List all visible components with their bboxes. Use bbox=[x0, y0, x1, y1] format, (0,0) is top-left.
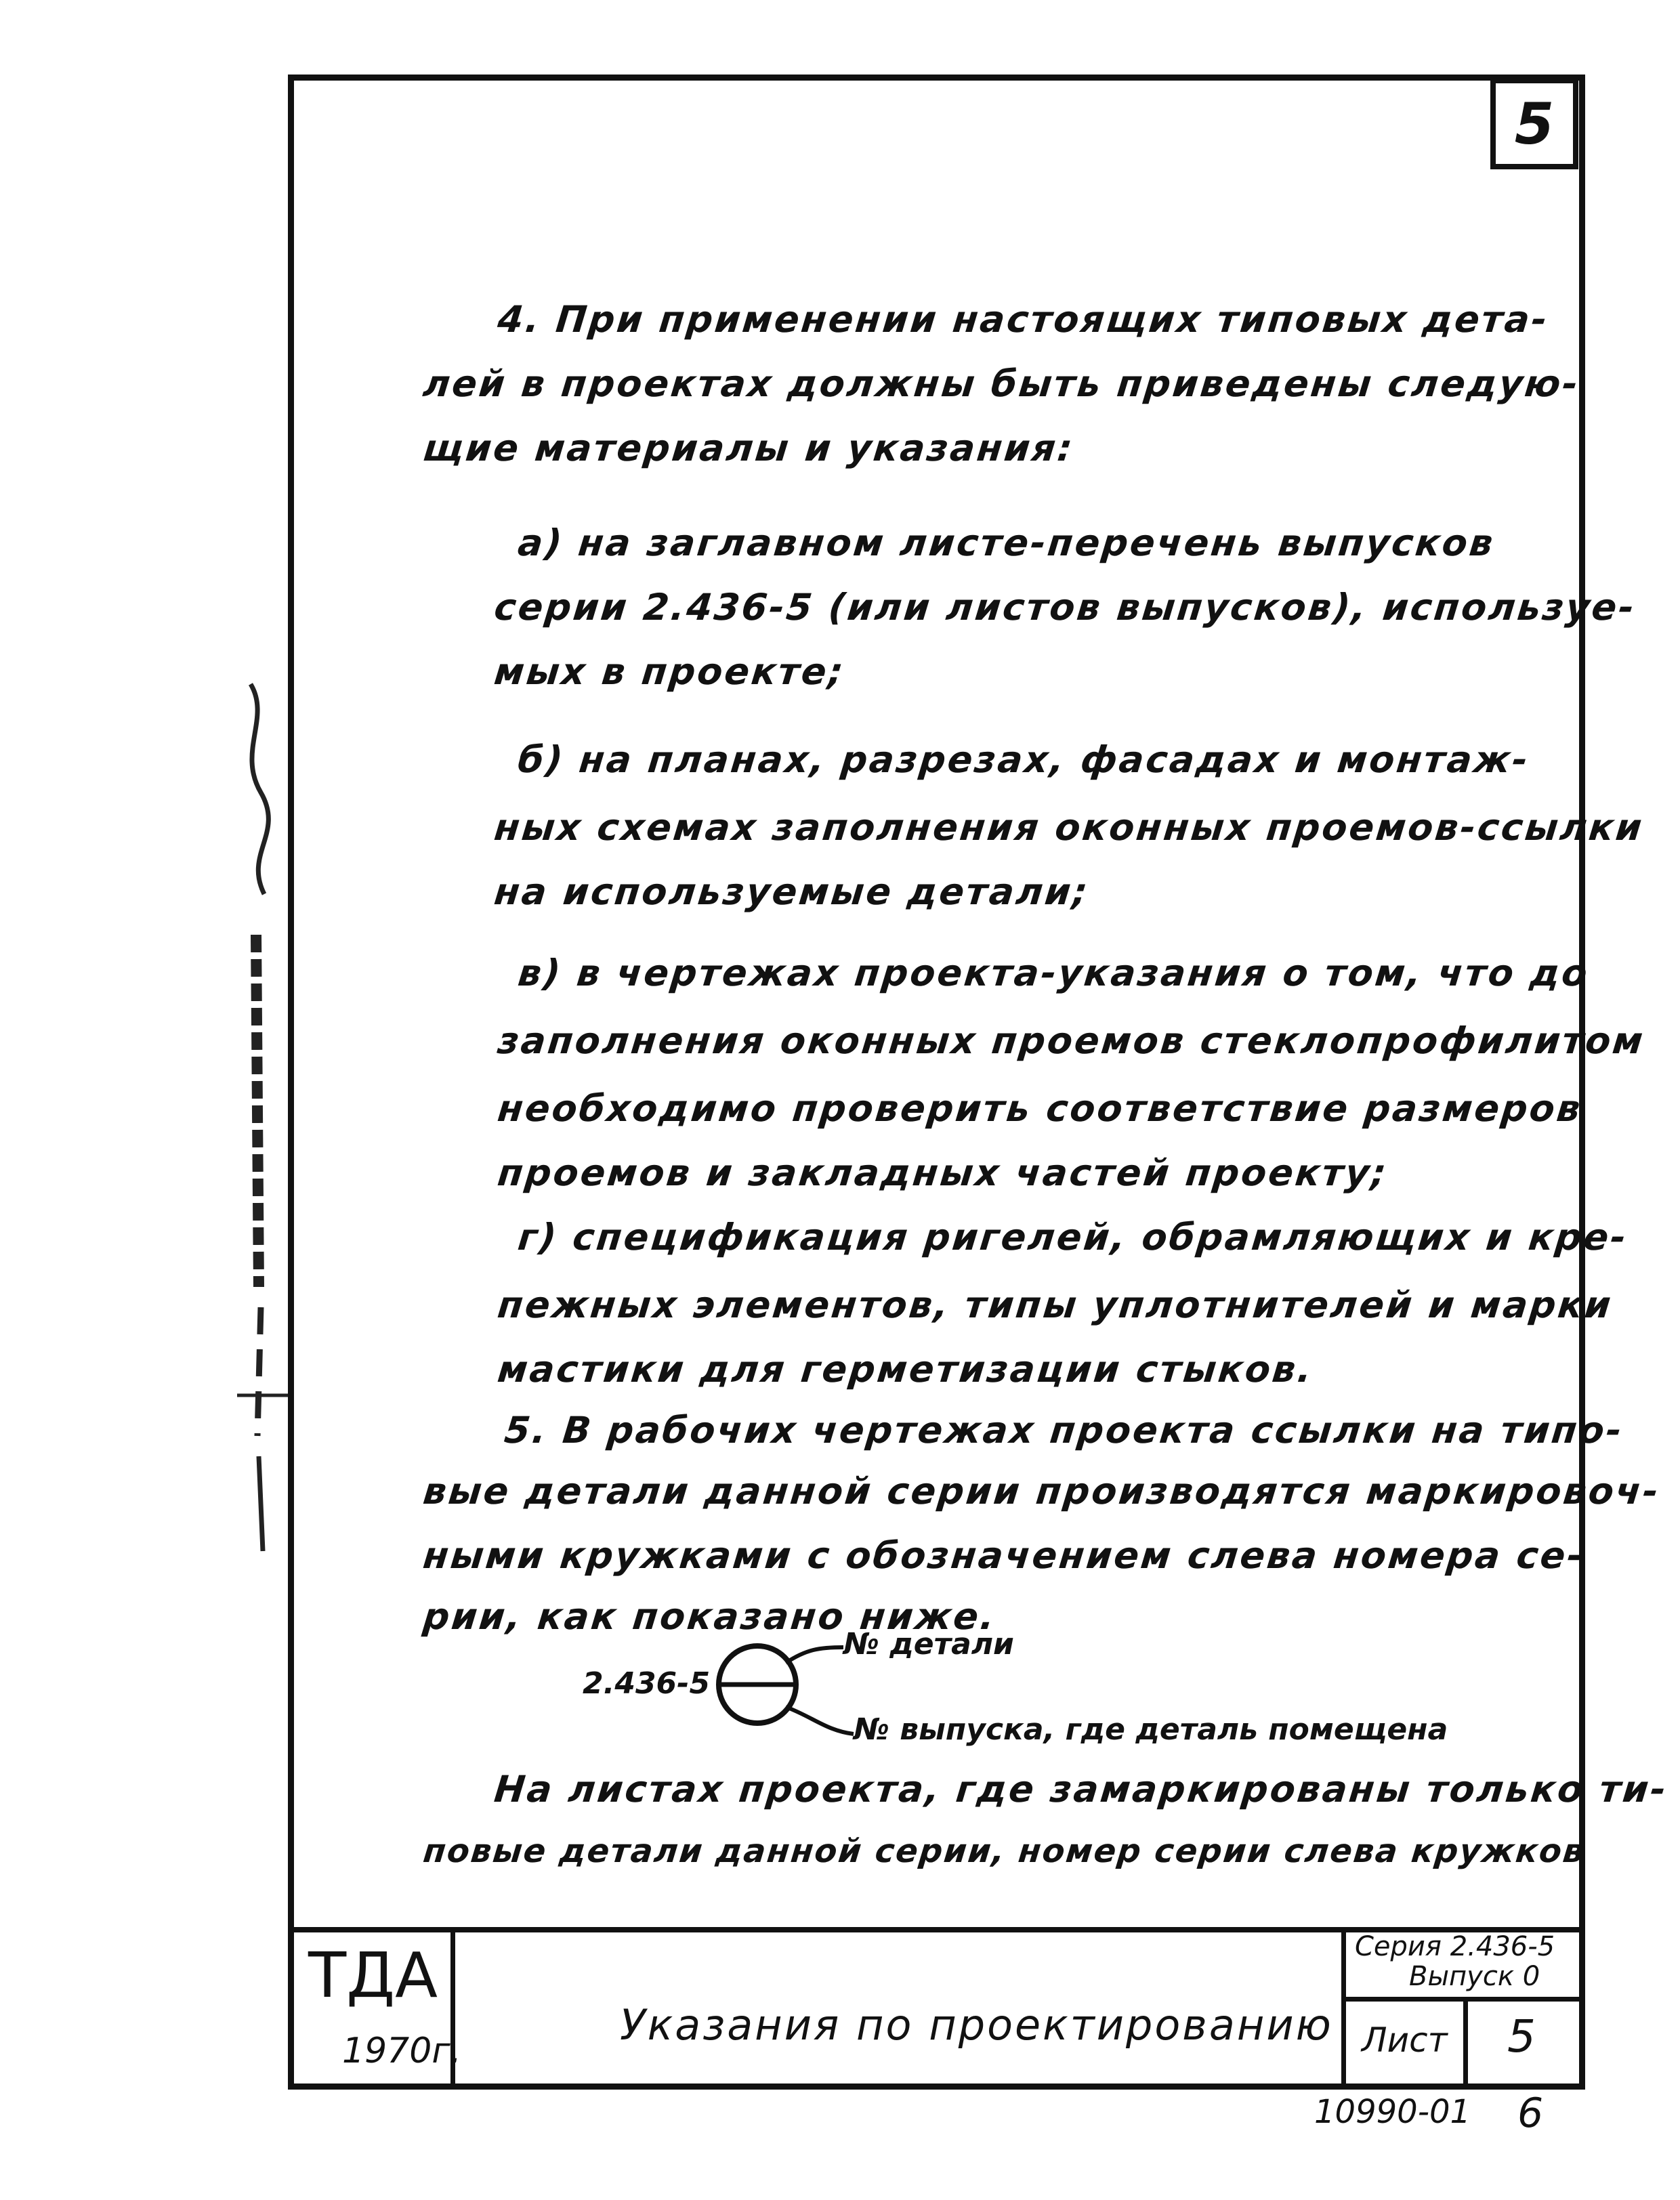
page-number-box bbox=[1490, 78, 1578, 169]
text-line-17: 5. В рабочих чертежах проекта ссылки на типо- bbox=[502, 1409, 1626, 1452]
text-line-4: а) на заглавном листе-перечень выпусков bbox=[516, 522, 1497, 564]
sheet-number: 5 bbox=[1507, 2010, 1536, 2062]
org-name: ТДА bbox=[308, 1939, 438, 2012]
text-line-21: На листах проекта, где замаркированы только ти- bbox=[492, 1768, 1671, 1811]
title-block bbox=[288, 1927, 1585, 2090]
diagram-issue-label: № выпуска, где деталь помещена bbox=[854, 1712, 1448, 1747]
text-line-2: лей в проектах должны быть приведены следую- bbox=[421, 362, 1582, 405]
margin-scribble bbox=[224, 677, 298, 1558]
text-line-14: г) спецификация ригелей, обрамляющих и кре- bbox=[516, 1216, 1631, 1258]
page-number: 5 bbox=[1514, 90, 1555, 157]
text-line-5: серии 2.436-5 (или листов выпусков), используе- bbox=[492, 586, 1639, 629]
marker-diagram bbox=[583, 1627, 1463, 1754]
diagram-detail-label: № детали bbox=[843, 1627, 1014, 1662]
diagram-series-label: 2.436-5 bbox=[583, 1666, 711, 1701]
text-line-22: повые детали данной серии, номер серии слева кружков bbox=[421, 1832, 1587, 1870]
year: 1970г. bbox=[342, 2031, 462, 2071]
text-line-20: рии, как показано ниже. bbox=[421, 1595, 999, 1638]
issue-label: Выпуск 0 bbox=[1409, 1961, 1540, 1992]
footer-page-number: 6 bbox=[1517, 2090, 1544, 2137]
text-line-15: пежных элементов, типы уплотнителей и марки bbox=[495, 1284, 1615, 1326]
text-line-10: в) в чертежах проекта-указания о том, что до bbox=[516, 952, 1591, 994]
document-title: Указания по проектированию bbox=[620, 2000, 1333, 2050]
text-line-11: заполнения оконных проемов стеклопрофилитом bbox=[495, 1019, 1647, 1062]
inventory-number: 10990-01 bbox=[1314, 2093, 1471, 2131]
series-label: Серия 2.436-5 bbox=[1355, 1931, 1555, 1962]
text-line-18: вые детали данной серии производятся маркировоч- bbox=[421, 1470, 1662, 1512]
text-line-6: мых в проекте; bbox=[492, 650, 847, 693]
text-line-1: 4. При применении настоящих типовых дета- bbox=[495, 298, 1551, 341]
text-line-7: б) на планах, разрезах, фасадах и монтаж- bbox=[516, 738, 1532, 781]
text-line-19: ными кружками с обозначением слева номера се- bbox=[421, 1534, 1587, 1577]
sheet-label: Лист bbox=[1362, 2021, 1448, 2060]
text-line-9: на используемые детали; bbox=[492, 870, 1092, 913]
text-line-3: щие материалы и указания: bbox=[421, 427, 1077, 469]
text-line-16: мастики для герметизации стыков. bbox=[495, 1348, 1316, 1391]
text-line-13: проемов и закладных частей проекту; bbox=[495, 1151, 1391, 1194]
text-line-8: ных схемах заполнения оконных проемов-ссылки bbox=[492, 806, 1646, 849]
text-line-12: необходимо проверить соответствие размеров bbox=[495, 1087, 1584, 1130]
